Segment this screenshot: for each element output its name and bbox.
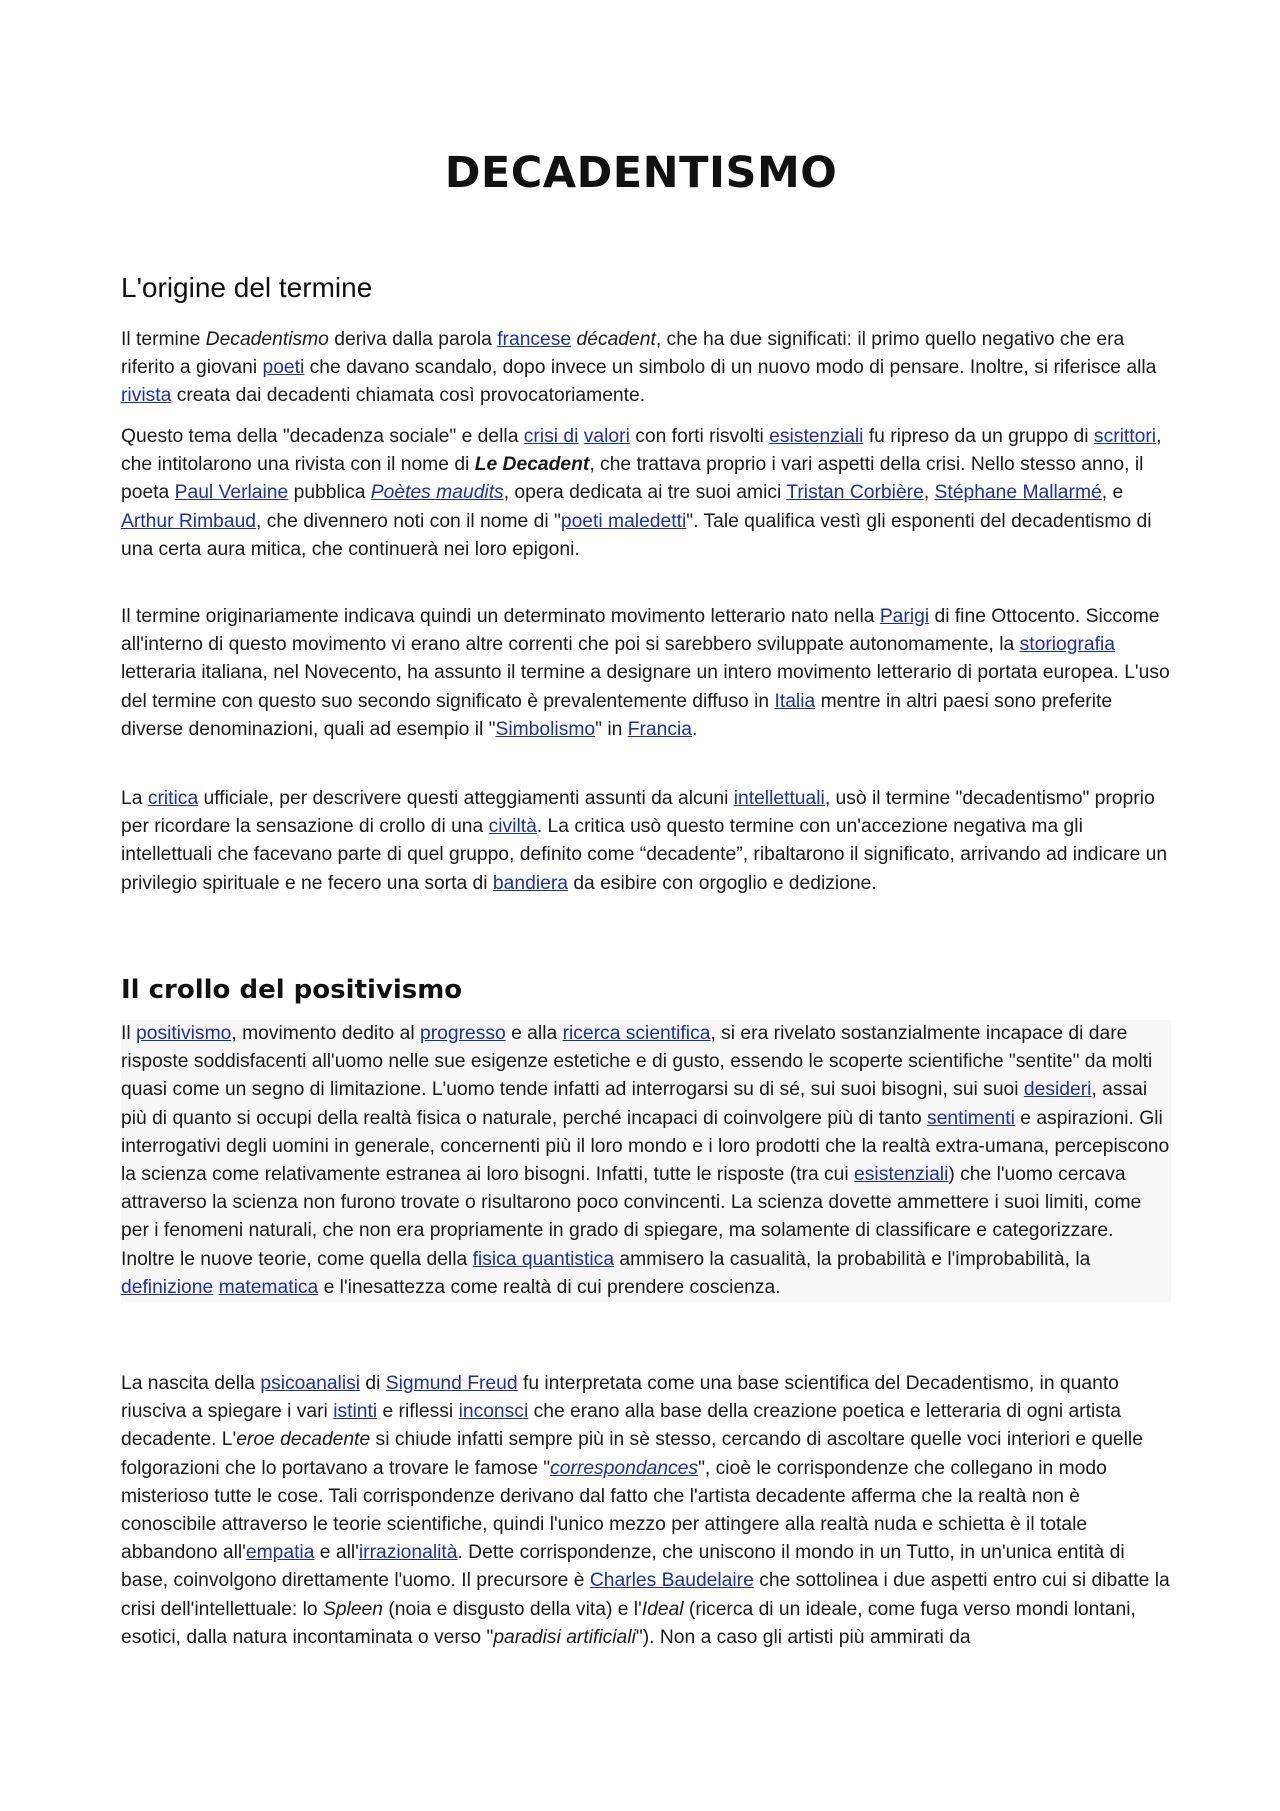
link-parigi[interactable]: Parigi	[879, 606, 930, 627]
link-valori[interactable]: valori	[583, 426, 630, 447]
link-francia[interactable]: Francia	[627, 718, 692, 740]
link-tristan-corbiere[interactable]: Tristan Corbière	[786, 482, 924, 504]
link-simbolismo[interactable]: Simbolismo	[495, 718, 596, 740]
link-sigmund-freud[interactable]: Sigmund Freud	[385, 1373, 518, 1394]
link-bandiera[interactable]: bandiera	[492, 872, 568, 894]
link-correspondances[interactable]: correspondances	[550, 1457, 699, 1479]
link-definizione[interactable]: definizione	[121, 1276, 214, 1298]
paragraph: Il termine originariamente indicava quindi un determinato movimento letterario nato nella Parigi di fine Ottocento. Siccome all'interno di questo movimento vi erano altre correnti che poi si sarebbero sviluppate autonomamente, la storiografia letteraria italiana, nel Novecento, ha assunto il termine a designare un intero movimento letterario di portata europea. L'uso del termine con questo suo secondo significato è prevalentemente diffuso in Italia mentre in altri paesi sono preferite diverse denominazioni, quali ad esempio il "Simbolismo" in Francia.	[121, 606, 1170, 740]
link-charles-baudelaire[interactable]: Charles Baudelaire	[589, 1570, 754, 1592]
link-poeti[interactable]: poeti	[262, 357, 305, 379]
link-inconsci[interactable]: inconsci	[458, 1401, 529, 1423]
link-istinti[interactable]: istinti	[333, 1401, 378, 1423]
link-esistenziali[interactable]: esistenziali	[769, 426, 864, 447]
link-progresso[interactable]: progresso	[420, 1023, 506, 1044]
link-crisi-di[interactable]: crisi di	[523, 426, 579, 447]
section-heading-origin: L'origine del termine	[121, 272, 373, 303]
link-empatia[interactable]: empatia	[245, 1542, 315, 1564]
link-poetes-maudits[interactable]: Poètes maudits	[370, 482, 504, 504]
link-sentimenti[interactable]: sentimenti	[927, 1107, 1015, 1129]
link-intellettuali[interactable]: intellettuali	[733, 788, 825, 809]
link-desideri[interactable]: desideri	[1023, 1079, 1092, 1101]
link-francese[interactable]: francese	[497, 329, 572, 350]
link-italia[interactable]: Italia	[774, 690, 816, 712]
document-title: DECADENTISMO	[444, 148, 838, 198]
paragraph: Il positivismo, movimento dedito al progresso e alla ricerca scientifica, si era rivelato sostanzialmente incapace di dare risposte soddisfacenti all'uomo nelle sue esigenze estetiche e di gusto, essendo le scoperte scientifiche "sentite" da molti quasi come un segno di limitazione. L'uomo tende infatti ad interrogarsi su di sé, sui suoi bisogni, sui suoi desideri, assai più di quanto si occupi della realtà fisica o naturale, perché incapaci di coinvolgere più di tanto sentimenti e aspirazioni. Gli interrogativi degli uomini in generale, concernenti più il loro mondo e i loro prodotti che la realtà extra-umana, percepiscono la scienza come relativamente estranea ai loro bisogni. Infatti, tutte le risposte (tra cui esistenziali) che l'uomo cercava attraverso la scienza non furono trovate o risultarono poco convincenti. La scienza dovette ammettere i suoi limiti, come per i fenomeni naturali, che non era propriamente in grado di spiegare, ma solamente di classificare e categorizzare. Inoltre le nuove teorie, come quella della fisica quantistica ammisero la casualità, la probabilità e l'improbabilità, la definizione matematica e l'inesattezza come realtà di cui prendere coscienza.	[121, 1020, 1171, 1302]
link-poeti-maledetti[interactable]: poeti maledetti	[560, 510, 687, 532]
paragraph: Questo tema della "decadenza sociale" e della crisi di valori con forti risvolti esistenziali fu ripreso da un gruppo di scrittori, che intitolarono una rivista con il nome di Le Decadent, che trattava proprio i vari aspetti della crisi. Nello stesso anno, il poeta Paul Verlaine pubblica Poètes maudits, opera dedicata ai tre suoi amici Tristan Corbière, Stéphane Mallarmé, e Arthur Rimbaud, che divennero noti con il nome di "poeti maledetti". Tale qualifica vestì gli esponenti del decadentismo di una certa aura mitica, che continuerà nei loro epigoni.	[121, 426, 1162, 560]
link-critica[interactable]: critica	[147, 788, 199, 809]
paragraph: Il termine Decadentismo deriva dalla parola francese décadent, che ha due significati: il primo quello negativo che era riferito a giovani poeti che davano scandalo, dopo invece un simbolo di un nuovo modo di pensare. Inoltre, si riferisce alla rivista creata dai decadenti chiamata così provocatoriamente.	[121, 329, 1157, 407]
link-scrittori[interactable]: scrittori	[1093, 426, 1157, 447]
link-positivismo[interactable]: positivismo	[136, 1023, 232, 1044]
link-civilta[interactable]: civiltà	[488, 816, 537, 838]
link-irrazionalita[interactable]: irrazionalità	[358, 1542, 458, 1564]
link-matematica[interactable]: matematica	[218, 1276, 319, 1298]
paragraph: La nascita della psicoanalisi di Sigmund Freud fu interpretata come una base scientifica del Decadentismo, in quanto riusciva a spiegare i vari istinti e riflessi inconsci che erano alla base della creazione poetica e letteraria di ogni artista decadente. L'eroe decadente si chiude infatti sempre più in sè stesso, cercando di ascoltare quelle voci interiori e quelle folgorazioni che lo portavano a trovare le famose "correspondances", cioè le corrispondenze che collegano in modo misterioso tutte le cose. Tali corrispondenze derivano dal fatto che l'artista decadente afferma che la realtà non è conoscibile attraverso le teorie scientifiche, quindi l'unico mezzo per attingere alla realtà nuda e schietta è il totale abbandono all'empatia e all'irrazionalità. Dette corrispondenze, che uniscono il mondo in un Tutto, in un'unica entità di base, coinvolgono direttamente l'uomo. Il precursore è Charles Baudelaire che sottolinea i due aspetti entro cui si dibatte la crisi dell'intellettuale: lo Spleen (noia e disgusto della vita) e l'Ideal (ricerca di un ideale, come fuga verso mondi lontani, esotici, dalla natura incontaminata o verso "paradisi artificiali"). Non a caso gli artisti più ammirati da	[121, 1373, 1170, 1648]
link-esistenziali-2[interactable]: esistenziali	[854, 1164, 949, 1186]
link-arthur-rimbaud[interactable]: Arthur Rimbaud	[121, 510, 257, 532]
link-rivista[interactable]: rivista	[121, 385, 172, 407]
section-heading-positivism: Il crollo del positivismo	[121, 975, 463, 1005]
link-ricerca-scientifica[interactable]: ricerca scientifica	[562, 1023, 711, 1044]
link-psicoanalisi[interactable]: psicoanalisi	[260, 1373, 361, 1394]
link-stephane-mallarme[interactable]: Stéphane Mallarmé	[934, 482, 1102, 504]
link-fisica-quantistica[interactable]: fisica quantistica	[472, 1248, 615, 1270]
link-storiografia[interactable]: storiografia	[1019, 634, 1116, 656]
link-paul-verlaine[interactable]: Paul Verlaine	[174, 482, 289, 504]
paragraph: La critica ufficiale, per descrivere questi atteggiamenti assunti da alcuni intellettuali, usò il termine "decadentismo" proprio per ricordare la sensazione di crollo di una civiltà. La critica usò questo termine con un'accezione negativa ma gli intellettuali che facevano parte di quel gruppo, definito come “decadente”, ribaltarono il significato, arrivando ad indicare un privilegio spirituale e ne fecero una sorta di bandiera da esibire con orgoglio e dedizione.	[121, 788, 1168, 894]
